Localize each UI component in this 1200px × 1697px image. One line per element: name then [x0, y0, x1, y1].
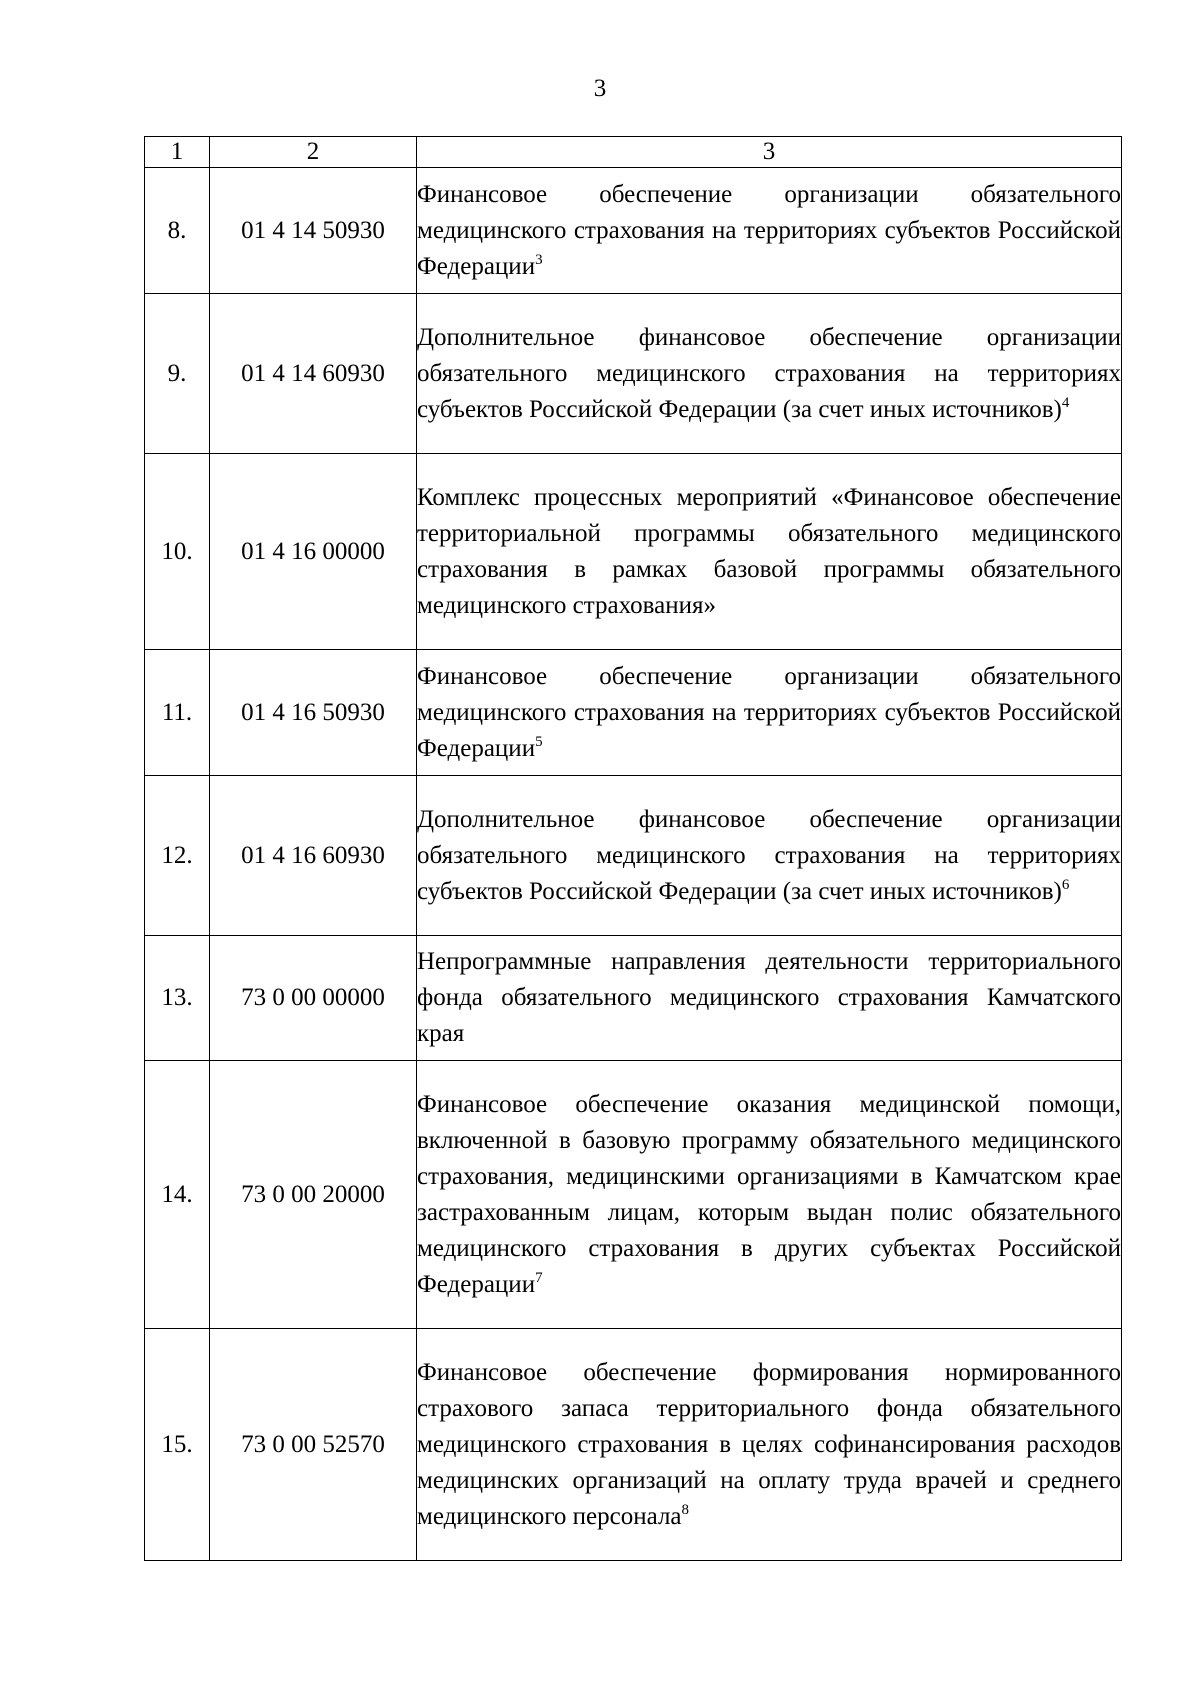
row-number: 8.: [145, 168, 210, 294]
footnote-marker: 7: [535, 1269, 543, 1286]
row-number: 10.: [145, 454, 210, 650]
table-row: [145, 454, 1122, 650]
classification-code: 01 4 16 00000: [210, 454, 417, 650]
table-row: [145, 168, 1122, 294]
description-text: Финансовое обеспечение оказания медицинской помощи, включенной в базовую программу обязательного медицинского страхования, медицинскими организациями в Камчатском крае застрахованным лицам, которым выдан полис обязательного медицинского страхования в других субъектах Российской Федерации: [417, 1090, 1121, 1298]
row-description: [417, 454, 1122, 650]
footnote-marker: 5: [535, 733, 543, 750]
table-row: [145, 294, 1122, 454]
row-number: 13.: [145, 936, 210, 1061]
classification-code: 73 0 00 00000: [210, 936, 417, 1061]
footnote-marker: 6: [1061, 876, 1070, 893]
table-row: [145, 776, 1122, 936]
row-number: 11.: [145, 650, 210, 776]
column-header-3: 3: [417, 137, 1122, 168]
description-text: Комплекс процессных мероприятий «Финансовое обеспечение территориальной программы обязательного медицинского страхования в рамках базовой программы обязательного медицинского страхования»: [417, 483, 1121, 619]
row-description: [417, 936, 1122, 1061]
column-header-1: 1: [145, 137, 210, 168]
row-description: [417, 776, 1122, 936]
description-text: Финансовое обеспечение формирования нормированного страхового запаса территориального фонда обязательного медицинского страхования в целях софинансирования расходов медицинских организаций на оплату труда врачей и среднего медицинского персонала: [417, 1358, 1121, 1530]
table-row: [145, 936, 1122, 1061]
page-number: 3: [593, 75, 607, 102]
footnote-marker: 4: [1061, 394, 1070, 411]
row-number: 15.: [145, 1329, 210, 1561]
classification-code: 01 4 14 60930: [210, 294, 417, 454]
description-text: Дополнительное финансовое обеспечение организации обязательного медицинского страхования на территориях субъектов Российской Федерации (за счет иных источников): [417, 323, 1121, 423]
classification-code: 01 4 14 50930: [210, 168, 417, 294]
table-row: [145, 1061, 1122, 1329]
row-description: [417, 1329, 1122, 1561]
description-text: Дополнительное финансовое обеспечение организации обязательного медицинского страхования на территориях субъектов Российской Федерации (за счет иных источников): [417, 805, 1121, 905]
row-description: [417, 294, 1122, 454]
column-header-2: 2: [210, 137, 417, 168]
description-text: Непрограммные направления деятельности территориального фонда обязательного медицинского страхования Камчатского края: [417, 948, 1121, 1047]
classification-code: 73 0 00 20000: [210, 1061, 417, 1329]
description-text: Финансовое обеспечение организации обязательного медицинского страхования на территориях субъектов Российской Федерации: [417, 662, 1121, 762]
footnote-marker: 3: [535, 251, 543, 268]
classification-code: 01 4 16 50930: [210, 650, 417, 776]
row-number: 12.: [145, 776, 210, 936]
row-description: [417, 168, 1122, 294]
table-row: [145, 1329, 1122, 1561]
table-row: [145, 650, 1122, 776]
classification-code: 73 0 00 52570: [210, 1329, 417, 1561]
footnote-marker: 8: [681, 1501, 690, 1518]
row-number: 9.: [145, 294, 210, 454]
budget-classification-table: [144, 136, 1122, 1561]
row-description: [417, 650, 1122, 776]
row-number: 14.: [145, 1061, 210, 1329]
row-description: [417, 1061, 1122, 1329]
table-header-row: [145, 137, 1122, 168]
description-text: Финансовое обеспечение организации обязательного медицинского страхования на территориях субъектов Российской Федерации: [417, 180, 1121, 280]
classification-code: 01 4 16 60930: [210, 776, 417, 936]
